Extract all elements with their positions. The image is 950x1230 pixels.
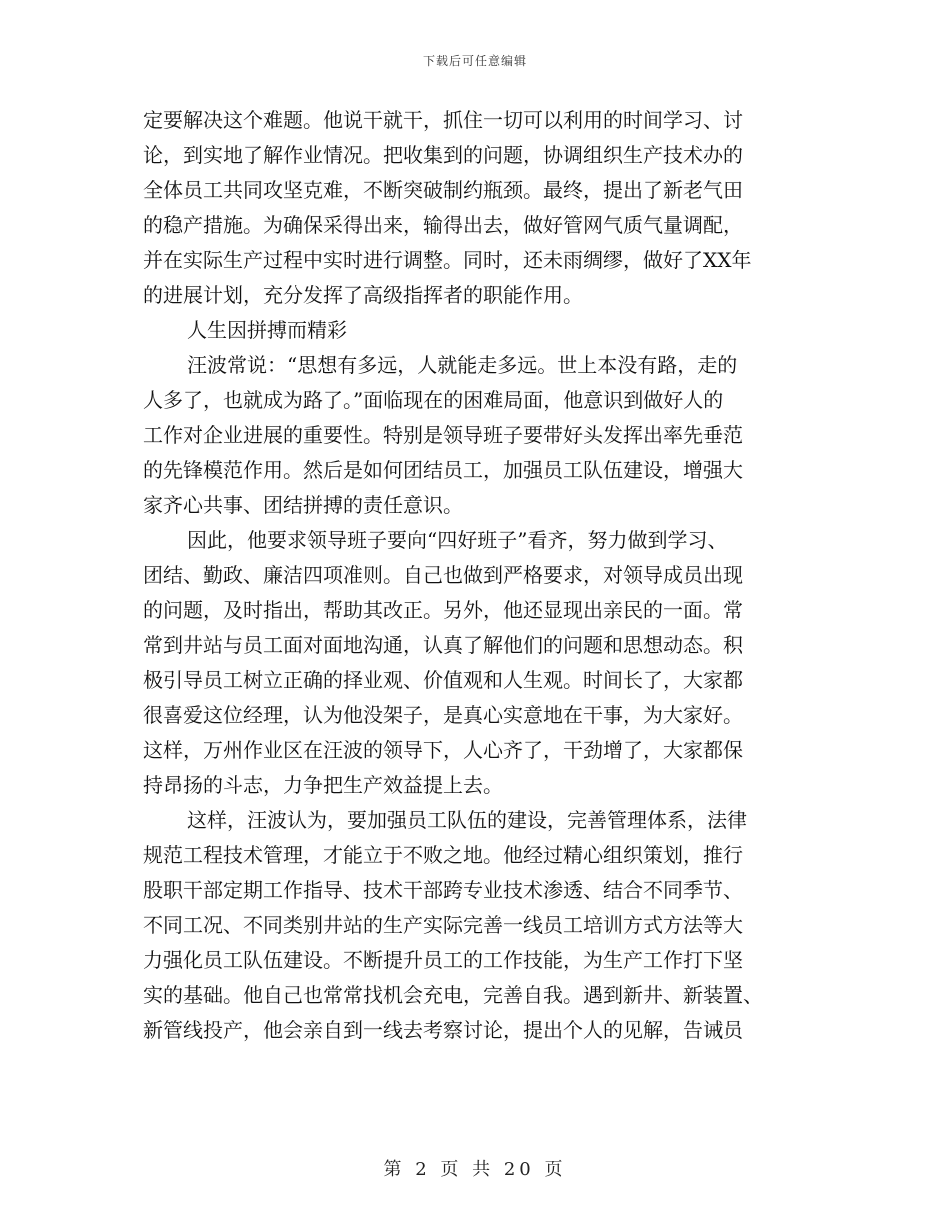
section-heading: 人生因拼搏而精彩 <box>187 318 347 342</box>
text-line: 新管线投产，他会亲自到一线去考察讨论，提出个人的见解，告诫员 <box>143 1018 743 1042</box>
text-line: 人多了，也就成为路了。”面临现在的困难局面，他意识到做好人的 <box>143 388 724 412</box>
text-line: 股职干部定期工作指导、技术干部跨专业技术渗透、结合不同季节、 <box>143 878 743 902</box>
text-line: 全体员工共同攻坚克难，不断突破制约瓶颈。最终，提出了新老气田 <box>143 178 743 202</box>
text-line: 团结、勤政、廉洁四项准则。自己也做到严格要求，对领导成员出现 <box>143 563 743 587</box>
text-line: 很喜爱这位经理，认为他没架子，是真心实意地在干事，为大家好。 <box>143 703 743 727</box>
text-line: 的稳产措施。为确保采得出来，输得出去，做好管网气质气量调配， <box>143 213 743 237</box>
text-line: 实的基础。他自己也常常找机会充电，完善自我。遇到新井、新装置、 <box>143 983 763 1007</box>
text-line: 力强化员工队伍建设。不断提升员工的工作技能，为生产工作打下坚 <box>143 948 743 972</box>
document-body <box>143 103 803 1048</box>
text-line: 工作对企业进展的重要性。特别是领导班子要带好头发挥出率先垂范 <box>143 423 743 447</box>
text-line: 的先锋模范作用。然后是如何团结员工，加强员工队伍建设，增强大 <box>143 458 743 482</box>
text-line: 持昂扬的斗志，力争把生产效益提上去。 <box>143 773 503 797</box>
text-line: 规范工程技术管理，才能立于不败之地。他经过精心组织策划，推行 <box>143 843 743 867</box>
text-line: 不同工况、不同类别井站的生产实际完善一线员工培训方式方法等大 <box>143 913 743 937</box>
text-line: 极引导员工树立正确的择业观、价值观和人生观。时间长了，大家都 <box>143 668 743 692</box>
text-line: 常到井站与员工面对面地沟通，认真了解他们的问题和思想动态。积 <box>143 633 743 657</box>
text-line: 这样，万州作业区在汪波的领导下，人心齐了，干劲增了，大家都保 <box>143 738 743 762</box>
text-line: 因此，他要求领导班子要向“四好班子”看齐，努力做到学习、 <box>187 528 728 552</box>
text-line: 的问题，及时指出，帮助其改正。另外，他还显现出亲民的一面。常 <box>143 598 743 622</box>
text-line: 家齐心共事、团结拼搏的责任意识。 <box>143 493 463 517</box>
text-line: 定要解决这个难题。他说干就干，抓住一切可以利用的时间学习、讨 <box>143 108 743 132</box>
page-number: 第 2 页 共 20 页 <box>383 1159 567 1180</box>
text-line: 汪波常说：“思想有多远，人就能走多远。世上本没有路，走的 <box>187 353 738 377</box>
text-line: 论，到实地了解作业情况。把收集到的问题，协调组织生产技术办的 <box>143 143 743 167</box>
text-line: 这样，汪波认为，要加强员工队伍的建设，完善管理体系，法律 <box>187 808 747 832</box>
text-line: 的进展计划，充分发挥了高级指挥者的职能作用。 <box>143 283 583 307</box>
text-line: 并在实际生产过程中实时进行调整。同时，还未雨绸缪，做好了XX年 <box>143 248 752 272</box>
page-header-note: 下载后可任意编辑 <box>422 54 527 68</box>
